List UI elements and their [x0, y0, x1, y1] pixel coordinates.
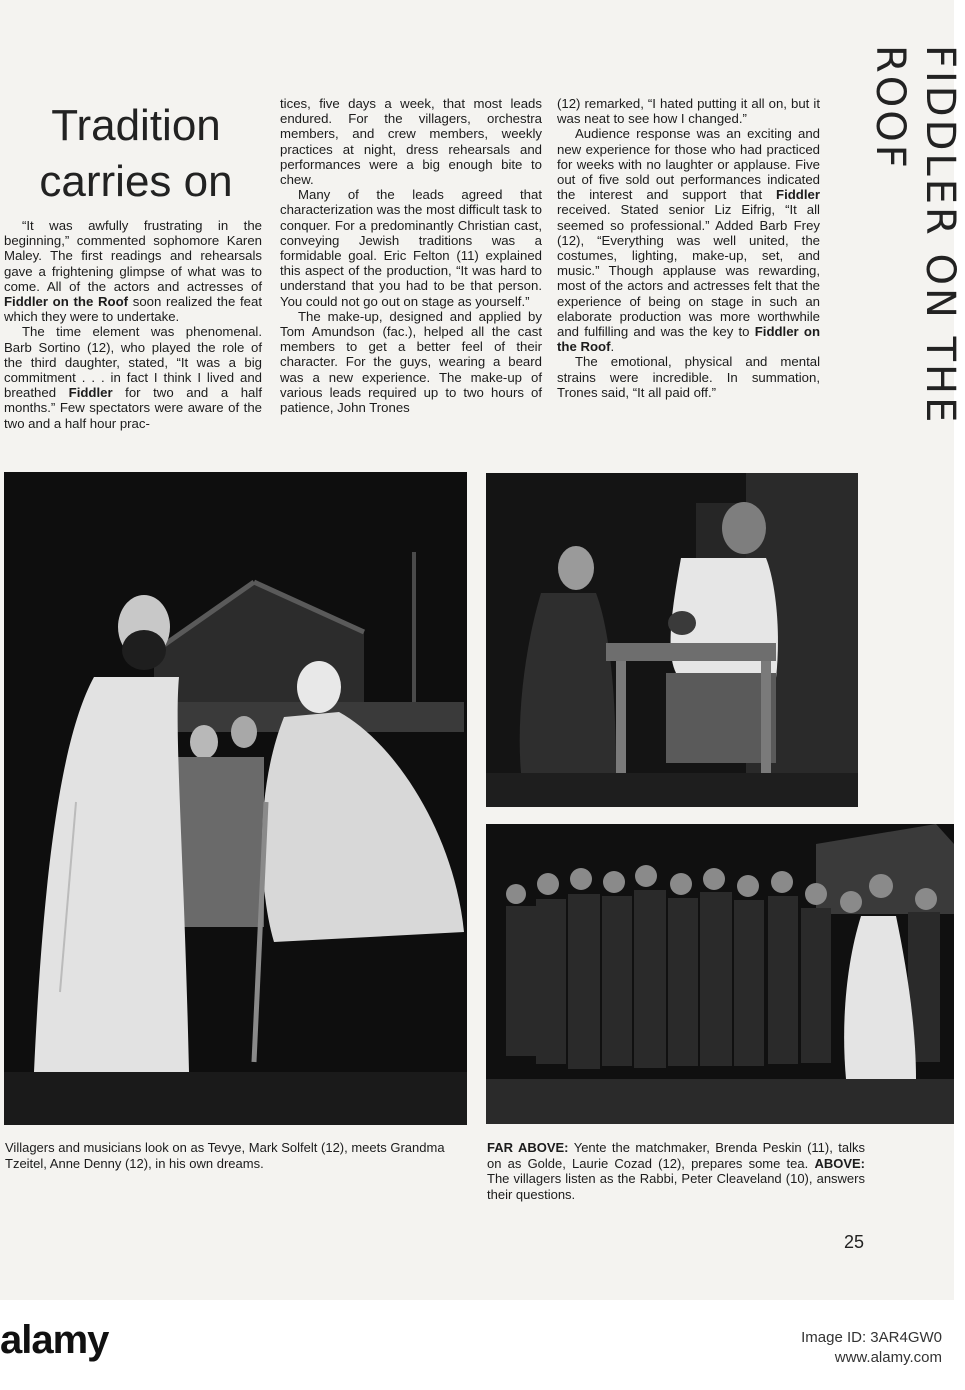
- article-paragraph: [280, 96, 542, 187]
- paragraph-text: for two and a half months.” Few spectators were aware of the two and a half hour prac-: [4, 385, 262, 431]
- caption-lead-above: ABOVE:: [814, 1155, 865, 1171]
- show-title: Fiddler on the Roof: [557, 324, 820, 355]
- paragraph-text: (12) remarked, “I hated putting it all on, but it was neat to see how I changed.”: [557, 96, 820, 127]
- caption-text-above: The villagers listen as the Rabbi, Peter Cleaveland (10), answers their questions.: [487, 1171, 865, 1202]
- paragraph-text: The time element was phenomenal. Barb Sortino (12), who played the role of the third daughter, stated, “It was a big commitment . . . in fact I think I lived and breathed: [4, 324, 262, 401]
- photo-villagers-and-rabbi: [486, 824, 954, 1124]
- watermark-url: www.alamy.com: [834, 1349, 942, 1366]
- paragraph-text: received. Stated senior Liz Eifrig, “It all seemed so professional.” Added Barb Frey (12), “Everything was well united, the costumes, lighting, make-up, set, and music.” Though applause was rewarding, most of the actors and actresses felt that the experience of being on stage in such an elaborate production was more worthwhile and fulfilling and was the key to: [557, 202, 820, 340]
- article-paragraph: [4, 218, 262, 324]
- alamy-logo: alamy: [0, 1318, 109, 1362]
- article-column-3: [557, 96, 820, 400]
- paragraph-text: tices, five days a week, that most leads endured. For the villagers, orchestra members, and crew members, weekly practices at night, dress rehearsals and performances were a big enough bite to chew.: [280, 96, 542, 188]
- article-paragraph: [557, 354, 820, 400]
- paragraph-text: soon realized the feat which they were to undertake.: [4, 294, 262, 325]
- article-paragraph: [557, 96, 820, 126]
- photo-yente-and-golde: [486, 473, 858, 807]
- paragraph-text: .: [610, 339, 615, 355]
- paragraph-text: The make-up, designed and applied by Tom Amundson (fac.), helped all the cast members to get a better feel of their character. For the guys, wearing a beard was a new experience. The make-up of various leads required up to two hours of patience, John Trones: [280, 308, 542, 416]
- caption-text-far-above: Yente the matchmaker, Brenda Peskin (11), talks on as Golde, Laurie Cozad (12), prepares some tea.: [487, 1140, 865, 1171]
- paragraph-text: Audience response was an exciting and new experience for those who had practiced for weeks with no laughter or applause. Five out of five sold out performances indicated the interest and support that: [557, 126, 820, 203]
- article-column-2: [280, 96, 542, 415]
- section-title-text: FIDDLER ON THE ROOF: [867, 45, 963, 426]
- headline: Tradition carries on: [39, 101, 233, 206]
- article-paragraph: [280, 309, 542, 415]
- paragraph-text: “It was awfully frustrating in the beginning,” commented sophomore Karen Maley. The first readings and rehearsals gave a frightening glimpse of what was to come. All of the actors and actresses of: [4, 218, 262, 294]
- article-paragraph: [4, 324, 262, 430]
- photo-tevye-grandma-tzeitel: [4, 472, 467, 1125]
- watermark-info: [801, 1328, 942, 1368]
- vertical-section-title: [867, 45, 963, 475]
- show-title: Fiddler: [776, 187, 820, 203]
- article-paragraph: [557, 126, 820, 354]
- page-number: 25: [843, 1232, 864, 1252]
- paragraph-text: The emotional, physical and mental strains were incredible. In summation, Trones said, “It all paid off.”: [557, 354, 820, 400]
- caption-left: Villagers and musicians look on as Tevye, Mark Solfelt (12), meets Grandma Tzeitel, Anne Denny (12), in his own dreams.: [5, 1140, 445, 1171]
- caption-lead-far-above: FAR ABOVE:: [487, 1140, 569, 1155]
- image-id: Image ID: 3AR4GW0: [801, 1329, 942, 1346]
- show-title: Fiddler on the Roof: [4, 294, 129, 310]
- paragraph-text: Many of the leads agreed that characterization was the most difficult task to conquer. For a predominantly Christian cast, conveying Jewish traditions was a formidable goal. Eric Felton (11) explained this aspect of the production, “It was hard to understand that you had to be that person. You could not go out on stage as yourself.”: [280, 187, 542, 309]
- show-title: Fiddler: [68, 385, 113, 401]
- article-column-1: [4, 218, 262, 431]
- article-paragraph: [280, 187, 542, 309]
- caption-right: [487, 1140, 865, 1202]
